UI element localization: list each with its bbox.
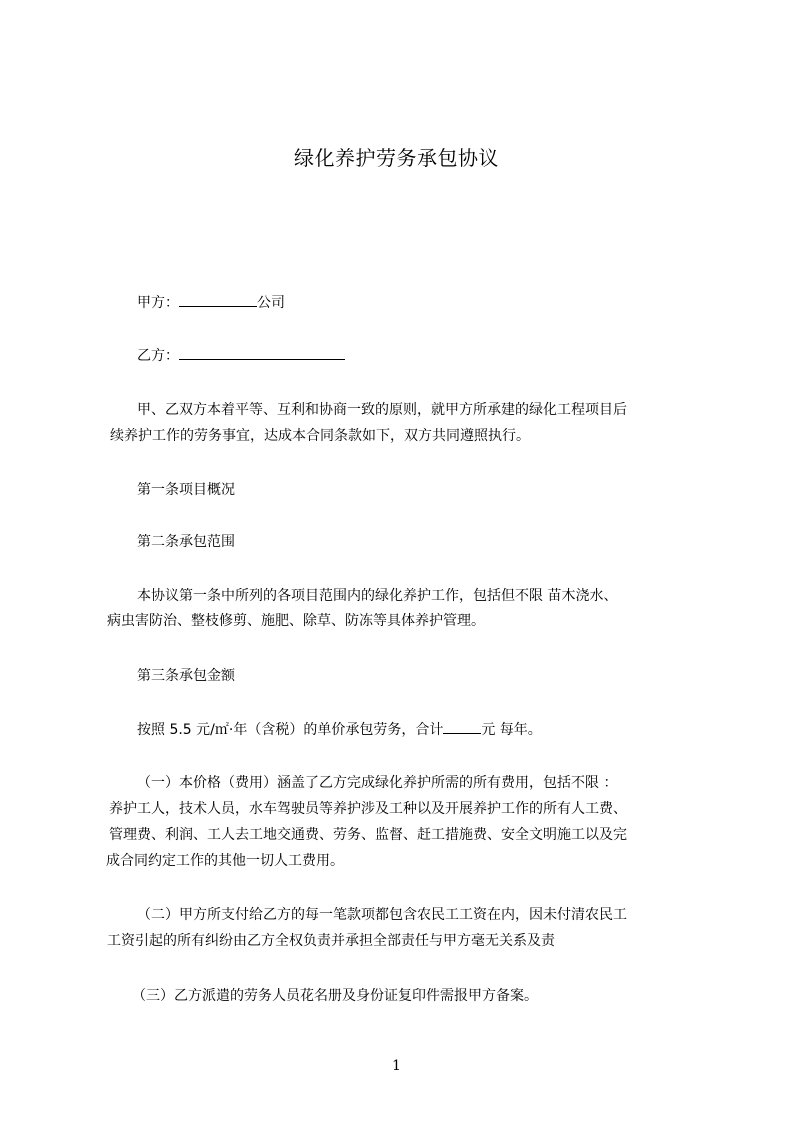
- price-text-before: 按照 5.5 元/㎡·年（含税）的单价承包劳务，合计: [137, 722, 444, 738]
- clause-3-line: （三）乙方派遣的劳务人员花名册及身份证复印件需报甲方备案。: [132, 988, 538, 1004]
- clause-1-line-3: 管理费、利润、工人去工地交通费、劳务、监督、赶工措施费、安全文明施工以及完: [109, 827, 627, 843]
- clause-2-line-2: 工资引起的所有纠纷由乙方全权负责并承担全部责任与甲方毫无关系及责: [107, 933, 555, 949]
- clause-1-line-4: 成合同约定工作的其他一切人工费用。: [106, 853, 344, 869]
- intro-line-2: 续养护工作的劳务事宜，达成本合同条款如下，双方共同遵照执行。: [110, 428, 530, 444]
- party-b-label: 乙方：: [137, 348, 179, 364]
- article-1-heading: 第一条项目概况: [137, 482, 235, 498]
- page-number: 1: [392, 1058, 401, 1074]
- intro-line-1: 甲、乙双方本着平等、互利和协商一致的原则，就甲方所承建的绿化工程项目后: [137, 402, 627, 418]
- party-a-label: 甲方：: [137, 295, 179, 311]
- party-b-line: [137, 346, 345, 365]
- scope-line-1: 本协议第一条中所列的各项目范围内的绿化养护工作，包括但不限 苗木浇水、: [137, 588, 618, 604]
- party-a-suffix: 公司: [257, 295, 285, 311]
- price-line: [137, 720, 542, 739]
- document-title: 绿化养护劳务承包协议: [294, 146, 499, 170]
- party-b-blank[interactable]: [179, 346, 345, 360]
- total-amount-blank[interactable]: [443, 720, 481, 734]
- clause-1-line-1: （一）本价格（费用）涵盖了乙方完成绿化养护所需的所有费用，包括不限 ：: [137, 775, 618, 791]
- price-text-after: 元 每年。: [481, 722, 542, 738]
- party-a-line: [137, 293, 285, 312]
- clause-2-line-1: （二）甲方所支付给乙方的每一笔款项都包含农民工工资在内，因未付清农民工: [137, 907, 627, 923]
- clause-1-line-2: 养护工人，技术人员，水车驾驶员等养护涉及工种以及开展养护工作的所有人工费、: [109, 801, 627, 817]
- article-3-heading: 第三条承包金额: [137, 668, 235, 684]
- scope-line-2: 病虫害防治、整枝修剪、施肥、除草、防冻等具体养护管理。: [107, 613, 485, 629]
- article-2-heading: 第二条承包范围: [137, 534, 235, 550]
- party-a-blank[interactable]: [179, 293, 257, 307]
